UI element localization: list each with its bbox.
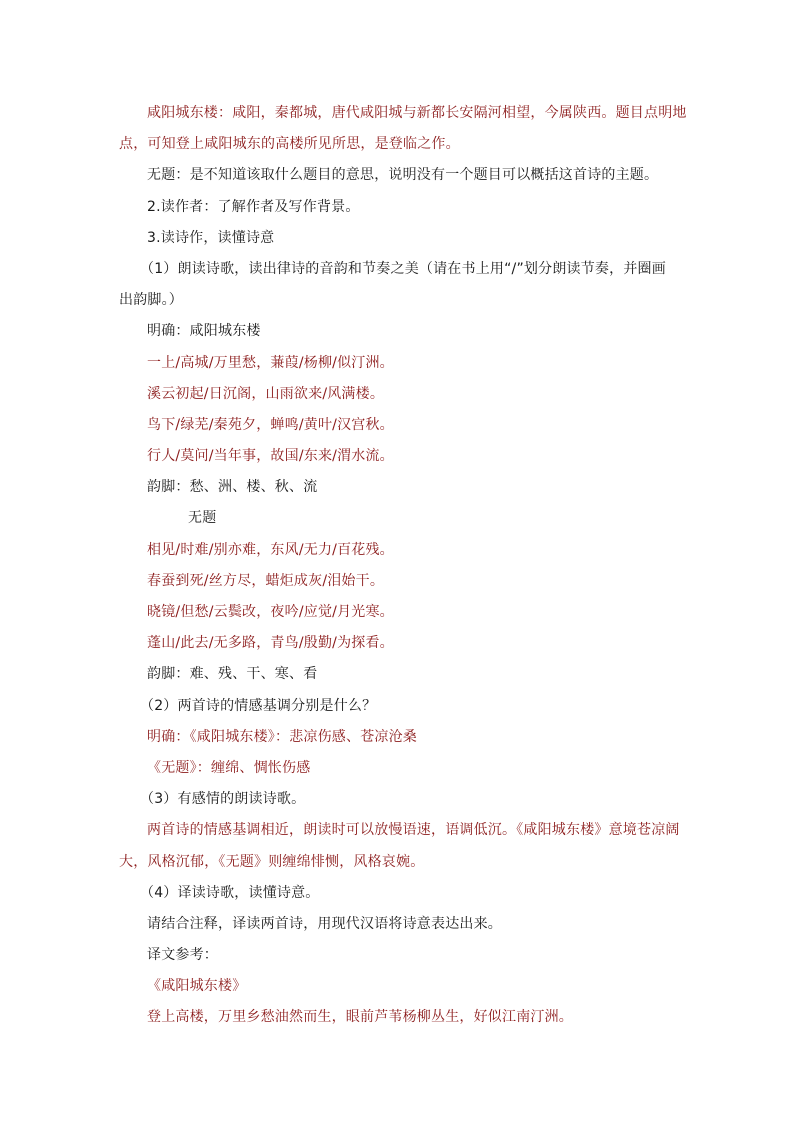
text-line: 3.读诗作，读懂诗意 bbox=[147, 229, 275, 246]
poem-title: 无题 bbox=[188, 510, 217, 527]
text-line: 明确：咸阳城东楼 bbox=[147, 323, 261, 340]
text-line: 登上高楼，万里乡愁油然而生，眼前芦苇杨柳丛生，好似江南汀洲。 bbox=[147, 1009, 573, 1026]
poem-line: 晓镜/但愁/云鬓改，夜吟/应觉/月光寒。 bbox=[147, 604, 394, 620]
text-line: 无题：是不知道该取什么题目的意思，说明没有一个题目可以概括这首诗的主题。 bbox=[147, 167, 659, 184]
poem-line: 行人/莫问/当年事，故国/东来/渭水流。 bbox=[147, 448, 394, 465]
poem-line: 一上/高城/万里愁，蒹葭/杨柳/似汀洲。 bbox=[147, 354, 394, 371]
poem-line: 溪云初起/日沉阁，山雨欲来/风满楼。 bbox=[147, 385, 385, 402]
text-line: （1）朗读诗歌，读出律诗的音韵和节奏之美（请在书上用“/”划分朗读节奏，并圈画 bbox=[140, 260, 666, 277]
poem-line: 蓬山/此去/无多路，青鸟/殷勤/为探看。 bbox=[147, 635, 394, 652]
poem-line: 鸟下/绿芜/秦苑夕，蝉鸣/黄叶/汉宫秋。 bbox=[147, 416, 394, 433]
text-line: （4）译读诗歌，读懂诗意。 bbox=[140, 884, 320, 901]
text-line: 韵脚：难、残、干、寒、看 bbox=[147, 666, 318, 683]
text-line: 两首诗的情感基调相近，朗读时可以放慢语速，语调低沉。《咸阳城东楼》意境苍凉阔 bbox=[147, 822, 680, 839]
text-line: 出韵脚。） bbox=[119, 292, 183, 309]
text-line: 点，可知登上咸阳城东的高楼所见所思，是登临之作。 bbox=[119, 136, 460, 153]
text-line: （3）有感情的朗读诗歌。 bbox=[140, 791, 306, 808]
text-line: （2）两首诗的情感基调分别是什么？ bbox=[140, 697, 377, 714]
text-line: 大，风格沉郁，《无题》则缠绵悱恻，风格哀婉。 bbox=[119, 853, 425, 870]
poem-line: 春蚕到死/丝方尽，蜡炬成灰/泪始干。 bbox=[147, 572, 385, 589]
text-line: 《无题》：缠绵、惆怅伤感 bbox=[147, 759, 311, 776]
text-line: 《咸阳城东楼》 bbox=[147, 978, 247, 995]
poem-line: 相见/时难/别亦难，东风/无力/百花残。 bbox=[147, 541, 394, 558]
text-line: 咸阳城东楼：咸阳，秦都城，唐代咸阳城与新都长安隔河相望，今属陕西。题目点明地 bbox=[147, 105, 687, 121]
document-body bbox=[0, 98, 794, 1034]
text-line: 译文参考： bbox=[147, 947, 218, 964]
text-line: 明确：《咸阳城东楼》：悲凉伤感、苍凉沧桑 bbox=[147, 728, 417, 745]
text-line: 2.读作者：了解作者及写作背景。 bbox=[147, 198, 360, 215]
text-line: 请结合注释，译读两首诗，用现代汉语将诗意表达出来。 bbox=[147, 915, 502, 932]
text-line: 韵脚：愁、洲、楼、秋、流 bbox=[147, 479, 318, 496]
